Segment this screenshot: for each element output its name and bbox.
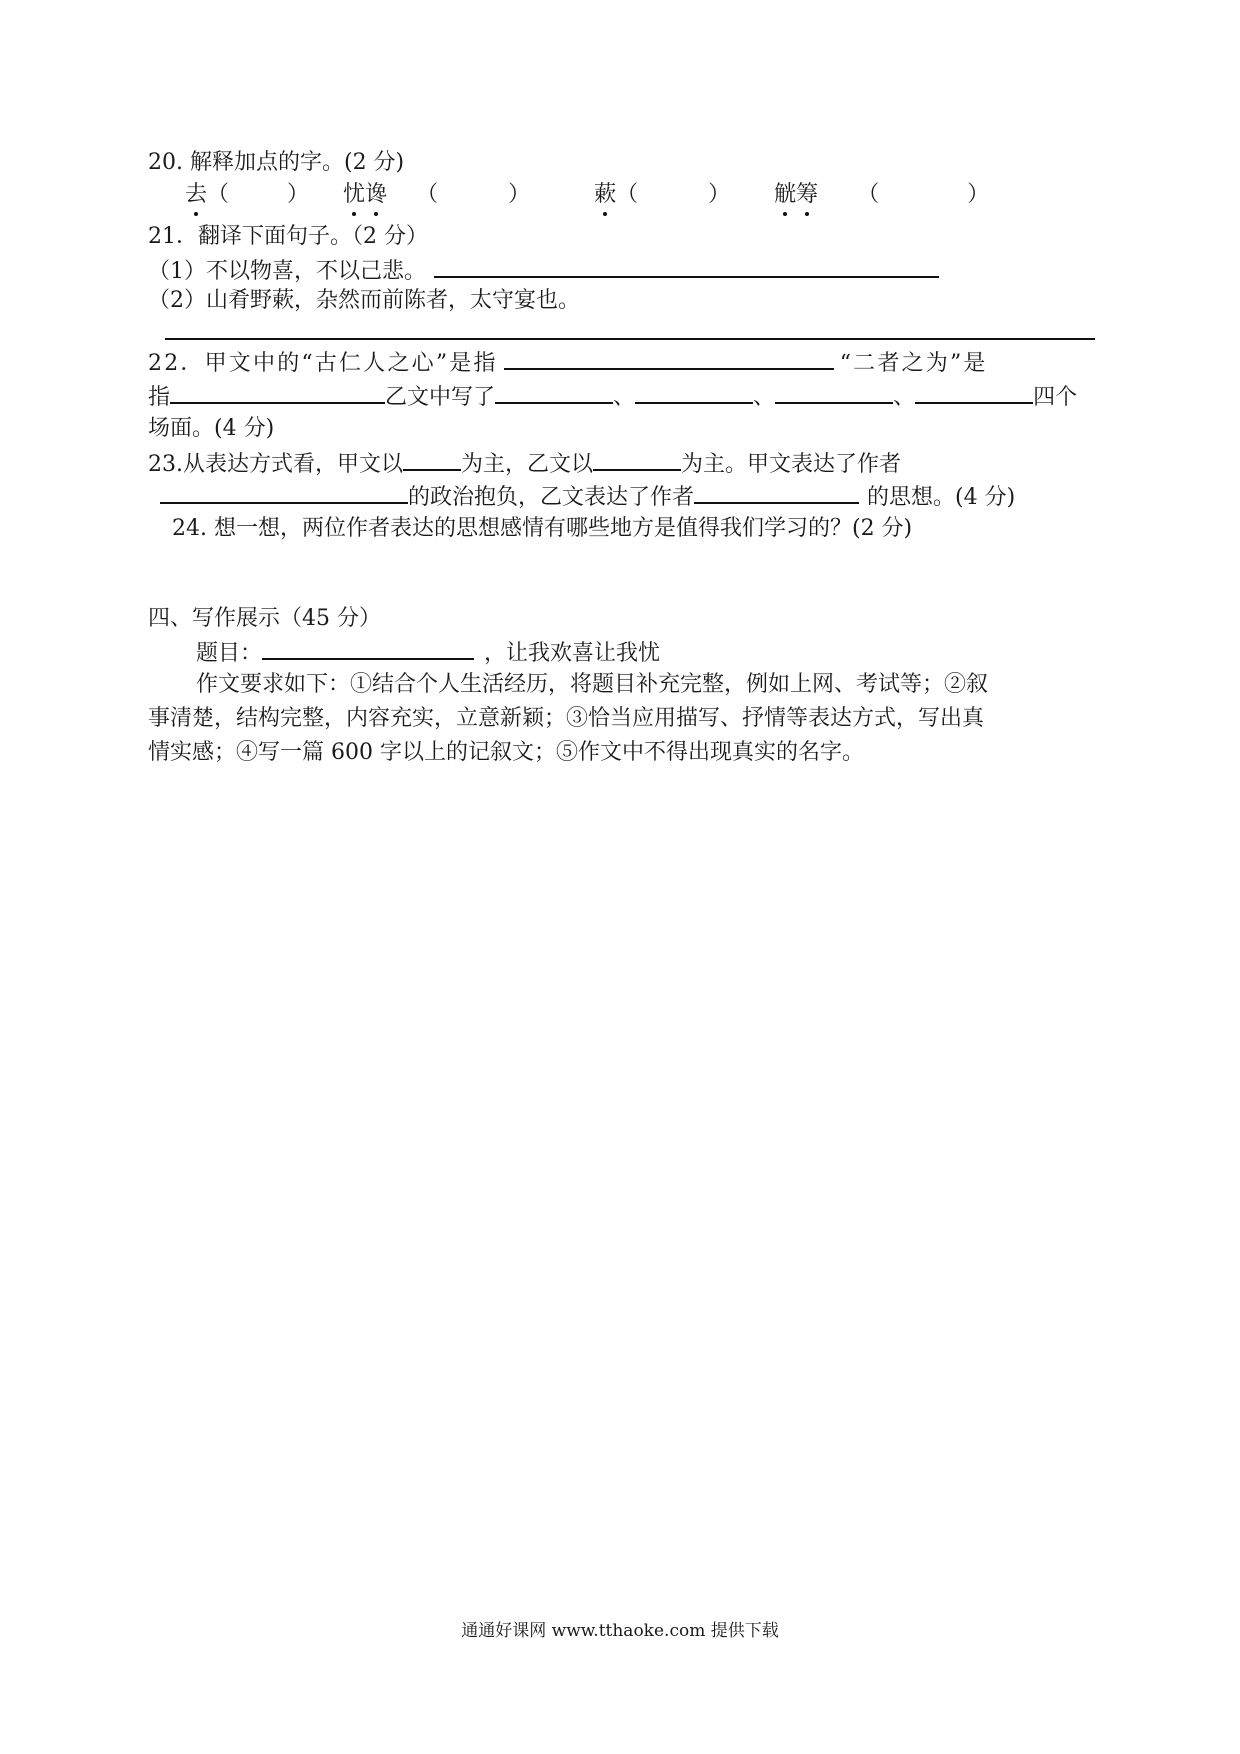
- writing-heading: 四、写作展示（45 分）: [148, 606, 381, 631]
- writing-topic: 题目： ，让我欢喜让我忧: [196, 636, 660, 669]
- q20-word-2a: 忧: [343, 180, 365, 210]
- q23-line-1: 23.从表达方式看，甲文以 为主，乙文以 为主。甲文表达了作者: [148, 447, 901, 480]
- q20-word-4b: 筹: [796, 180, 818, 210]
- q21-answer-blank-2[interactable]: [165, 338, 1095, 340]
- q23-blank-3[interactable]: [160, 480, 408, 504]
- writing-topic-blank[interactable]: [262, 636, 474, 660]
- q21-sentence-1: （1）不以物喜，不以己悲。: [148, 254, 939, 287]
- q24-text: 24. 想一想，两位作者表达的思想感情有哪些地方是值得我们学习的？(2 分): [172, 516, 913, 541]
- q22-blank-4[interactable]: [635, 380, 753, 404]
- q20-items: 去（ ） 忧谗 （ ） 蔌（ ） 觥筹 （ ）: [185, 180, 989, 210]
- writing-requirement-2: 事清楚，结构完整，内容充实，立意新颖；③恰当应用描写、抒情等表达方式，写出真: [148, 706, 985, 731]
- q20-word-2b: 谗: [365, 180, 387, 210]
- footer-source: 通通好课网 www.tthaoke.com 提供下载: [461, 1621, 779, 1641]
- q22-blank-3[interactable]: [495, 380, 613, 404]
- q22-line-3: 场面。(4 分): [148, 416, 275, 441]
- q22-line-2: 指 乙文中写了 、 、 、 四个: [148, 380, 1077, 413]
- q23-blank-2[interactable]: [593, 447, 681, 471]
- q22-blank-5[interactable]: [775, 380, 893, 404]
- q21-sentence-2: （2）山肴野蔌，杂然而前陈者，太守宴也。: [148, 288, 580, 313]
- q21-answer-blank-1[interactable]: [434, 254, 939, 278]
- q21-title: 21．翻译下面句子。（2 分）: [148, 224, 428, 249]
- q22-blank-2[interactable]: [170, 380, 385, 404]
- q20-word-1: 去: [185, 180, 207, 210]
- q22-blank-1[interactable]: [504, 346, 834, 370]
- q22-blank-6[interactable]: [915, 380, 1033, 404]
- writing-requirement-3: 情实感；④写一篇 600 字以上的记叙文；⑤作文中不得出现真实的名字。: [148, 740, 864, 765]
- q22-line-1: 22．甲文中的“古仁人之心”是指 “二者之为”是: [148, 346, 988, 379]
- q23-line-2: 的政治抱负，乙文表达了作者 的思想。(4 分): [160, 480, 1015, 513]
- q23-blank-4[interactable]: [694, 480, 859, 504]
- q23-blank-1[interactable]: [403, 447, 461, 471]
- q20-word-3: 蔌: [594, 180, 616, 210]
- q20-word-4a: 觥: [774, 180, 796, 210]
- q20-title: 20. 解释加点的字。(2 分): [148, 150, 405, 175]
- writing-requirement-1: 作文要求如下：①结合个人生活经历，将题目补充完整，例如上网、考试等；②叙: [196, 672, 989, 697]
